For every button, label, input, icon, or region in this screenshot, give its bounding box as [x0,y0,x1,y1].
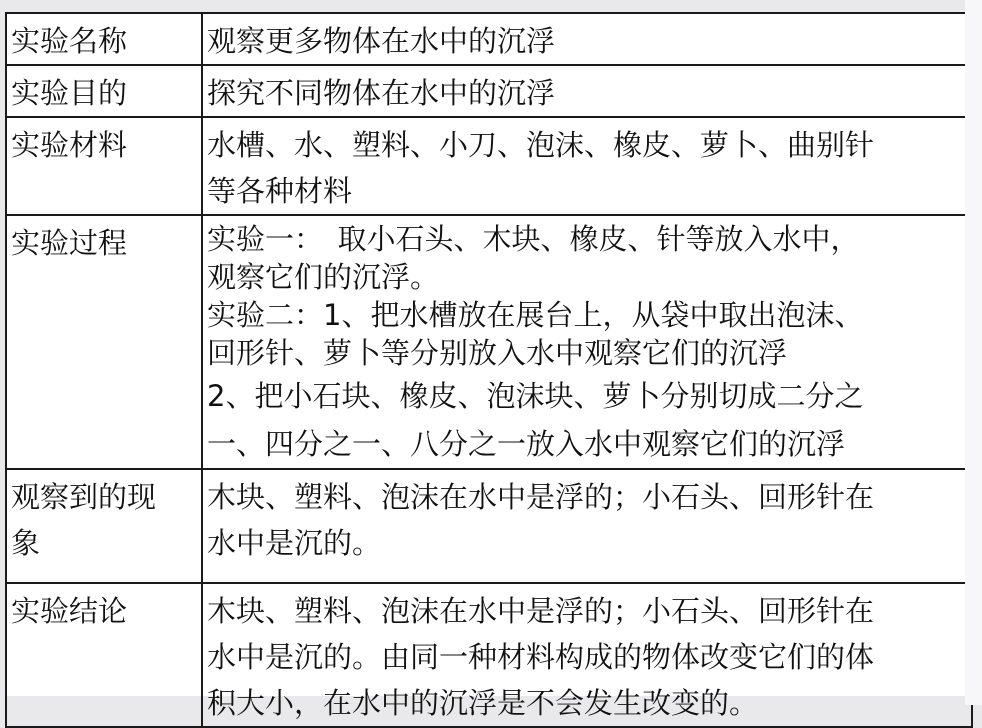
row-content-observed-phenomena [202,469,972,583]
row-label-experiment-purpose [6,65,202,117]
process-line-3: 实验二：1、把水槽放在展台上，从袋中取出泡沫、 [207,298,864,332]
row-content-text: 观察更多物体在水中的沉浮 [207,24,556,58]
row-content-line: 水中是沉的。由同一种材料构成的物体改变它们的体 [207,640,875,674]
row-content-experiment-purpose [202,65,972,117]
row-content-experiment-name [202,13,972,65]
row-label-text: 实验目的 [11,76,128,110]
process-line-4: 回形针、萝卜等分别放入水中观察它们的沉浮 [207,336,788,370]
row-content-experiment-materials [202,117,972,215]
row-content-line: 水槽、水、塑料、小刀、泡沫、橡皮、萝卜、曲别针 [207,128,875,162]
row-content-text: 探究不同物体在水中的沉浮 [207,76,556,110]
row-content-line: 木块、塑料、泡沫在水中是浮的；小石头、回形针在 [207,594,875,628]
row-label-experiment-conclusion [6,583,202,727]
table-row-experiment-purpose [6,65,972,117]
row-label-experiment-materials [6,117,202,215]
table-row-observed-phenomena [6,469,972,583]
table-row-experiment-name [6,13,972,65]
row-content-experiment-process [202,215,972,469]
table-row-experiment-process [6,215,972,469]
process-line-1: 实验一： 取小石头、木块、橡皮、针等放入水中， [207,222,860,256]
row-label-experiment-process [6,215,202,469]
process-line-6: 一、四分之一、八分之一放入水中观察它们的沉浮 [207,427,846,461]
row-label-text: 实验材料 [11,128,128,162]
row-label-line: 观察到的现 [11,480,157,514]
row-content-line: 水中是沉的。 [207,526,382,560]
row-label-text: 实验过程 [11,226,128,260]
row-content-line: 积大小，在水中的沉浮是不会发生改变的。 [207,686,759,720]
table-row-experiment-conclusion [6,583,972,727]
row-label-observed-phenomena [6,469,202,583]
row-label-line: 象 [11,526,41,560]
row-label-experiment-name [6,13,202,65]
row-content-line: 木块、塑料、泡沫在水中是浮的；小石头、回形针在 [207,480,875,514]
row-content-line: 等各种材料 [207,174,353,208]
process-line-5: 2、把小石块、橡皮、泡沫块、萝卜分别切成二分之 [207,379,864,413]
row-label-text: 实验名称 [11,24,128,58]
page-right-margin [965,0,982,705]
process-line-2: 观察它们的沉浮。 [207,260,440,294]
table-row-experiment-materials [6,117,972,215]
experiment-report-table [5,12,973,728]
row-label-text: 实验结论 [11,594,128,628]
experiment-report-sheet [5,12,965,720]
row-content-experiment-conclusion [202,583,972,727]
